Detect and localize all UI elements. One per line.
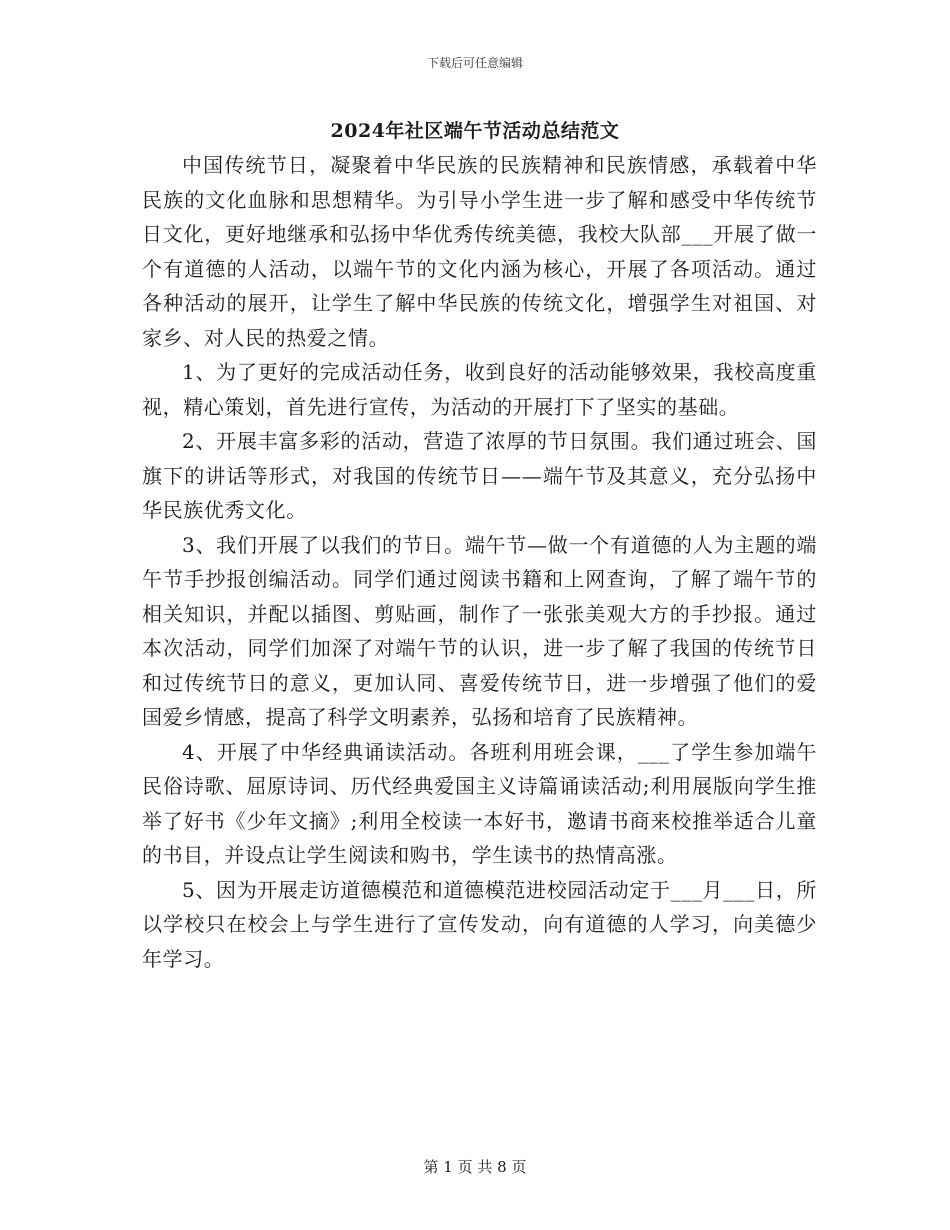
paragraph-item-5: 5、因为开展走访道德模范和道德模范进校园活动定于___月___日，所以学校只在校会上与学生进行了宣传发动，向有道德的人学习，向美德少年学习。 <box>142 877 817 971</box>
document-body <box>142 148 817 976</box>
document-title: 2024年社区端午节活动总结范文 <box>330 120 620 142</box>
page-number: 第 1 页 共 8 页 <box>423 1158 527 1176</box>
paragraph-item-2: 2、开展丰富多彩的活动，营造了浓厚的节日氛围。我们通过班会、国旗下的讲话等形式，对我国的传统节日——端午节及其意义，充分弘扬中华民族优秀文化。 <box>142 429 817 522</box>
paragraph-intro: 中国传统节日，凝聚着中华民族的民族精神和民族情感，承载着中华民族的文化血脉和思想精华。为引导小学生进一步了解和感受中华传统节日文化，更好地继承和弘扬中华优秀传统美德，我校大队部___开展了做一个有道德的人活动，以端午节的文化内涵为核心，开展了各项活动。通过各种活动的展开，让学生了解中华民族的传统文化，增强学生对祖国、对家乡、对人民的热爱之情。 <box>142 153 817 350</box>
header-note: 下载后可任意编辑 <box>426 56 523 70</box>
paragraph-item-1: 1、为了更好的完成活动任务，收到良好的活动能够效果，我校高度重视，精心策划，首先进行宣传，为活动的开展打下了坚实的基础。 <box>142 360 817 419</box>
paragraph-item-4: 4、开展了中华经典诵读活动。各班利用班会课，___了学生参加端午民俗诗歌、屈原诗词、历代经典爱国主义诗篇诵读活动;利用展版向学生推举了好书《少年文摘》;利用全校读一本好书，邀请书商来校推举适合儿童的书目，并设点让学生阅读和购书，学生读书的热情高涨。 <box>142 739 817 867</box>
paragraph-item-3: 3、我们开展了以我们的节日。端午节—做一个有道德的人为主题的端午节手抄报创编活动。同学们通过阅读书籍和上网查询，了解了端午节的相关知识，并配以插图、剪贴画，制作了一张张美观大方的手抄报。通过本次活动，同学们加深了对端午节的认识，进一步了解了我国的传统节日和过传统节日的意义，更加认同、喜爱传统节日，进一步增强了他们的爱国爱乡情感，提高了科学文明素养，弘扬和培育了民族精神。 <box>142 532 817 729</box>
